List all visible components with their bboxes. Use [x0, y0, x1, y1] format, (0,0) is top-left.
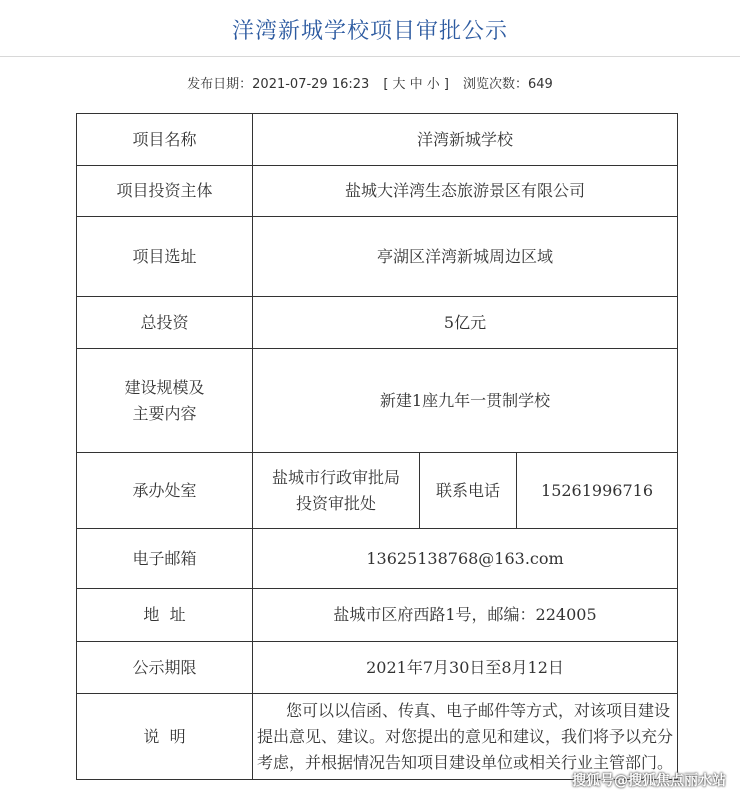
publish-date: 2021-07-29 16:23 — [252, 77, 370, 92]
table-row — [77, 217, 678, 297]
font-size-switcher[interactable]: [ 大 中 小 ] — [383, 77, 449, 92]
email-label: 电子邮箱 — [77, 529, 253, 589]
office-value — [253, 453, 420, 529]
project-name-value: 洋湾新城学校 — [253, 114, 678, 166]
scale-label — [77, 349, 253, 453]
office-value-line1: 盐城市行政审批局 — [271, 467, 400, 487]
scale-label-line1: 建设规模及 — [124, 377, 205, 397]
location-value: 亭湖区洋湾新城周边区域 — [253, 217, 678, 297]
approval-table — [76, 113, 678, 780]
phone-label: 联系电话 — [420, 453, 517, 529]
address-label: 地 址 — [77, 589, 253, 642]
note-text: 您可以以信函、传真、电子邮件等方式，对该项目建设提出意见、建议。对您提出的意见和建议，我们将予以充分考虑，并根据情况告知项目建设单位或相关行业主管部门。 — [253, 694, 678, 780]
watermark: 搜狐号@搜狐焦点丽水站 — [572, 773, 726, 789]
view-count-label: 浏览次数： — [463, 77, 529, 92]
period-value: 2021年7月30日至8月12日 — [253, 642, 678, 694]
office-value-line2: 投资审批处 — [295, 493, 376, 513]
title-divider — [0, 56, 740, 57]
table-row — [77, 349, 678, 453]
investor-value: 盐城大洋湾生态旅游景区有限公司 — [253, 166, 678, 217]
scale-value: 新建1座九年一贯制学校 — [253, 349, 678, 453]
table-row — [77, 694, 678, 780]
page-title: 洋湾新城学校项目审批公示 — [231, 19, 508, 44]
investment-value: 5亿元 — [253, 297, 678, 349]
table-row — [77, 642, 678, 694]
table-row — [77, 589, 678, 642]
note-label: 说 明 — [77, 694, 253, 780]
table-row — [77, 297, 678, 349]
view-count: 649 — [528, 77, 553, 92]
location-label: 项目选址 — [77, 217, 253, 297]
table-row — [77, 453, 678, 529]
investment-label: 总投资 — [77, 297, 253, 349]
table-row — [77, 114, 678, 166]
address-value: 盐城市区府西路1号，邮编：224005 — [253, 589, 678, 642]
article-meta — [0, 73, 740, 92]
table-row — [77, 529, 678, 589]
phone-value: 15261996716 — [517, 453, 678, 529]
email-value[interactable]: 13625138768@163.com — [253, 529, 678, 589]
office-label: 承办处室 — [77, 453, 253, 529]
project-name-label: 项目名称 — [77, 114, 253, 166]
publish-date-label: 发布日期： — [187, 77, 253, 92]
investor-label: 项目投资主体 — [77, 166, 253, 217]
scale-label-line2: 主要内容 — [132, 403, 197, 423]
period-label: 公示期限 — [77, 642, 253, 694]
table-row — [77, 166, 678, 217]
